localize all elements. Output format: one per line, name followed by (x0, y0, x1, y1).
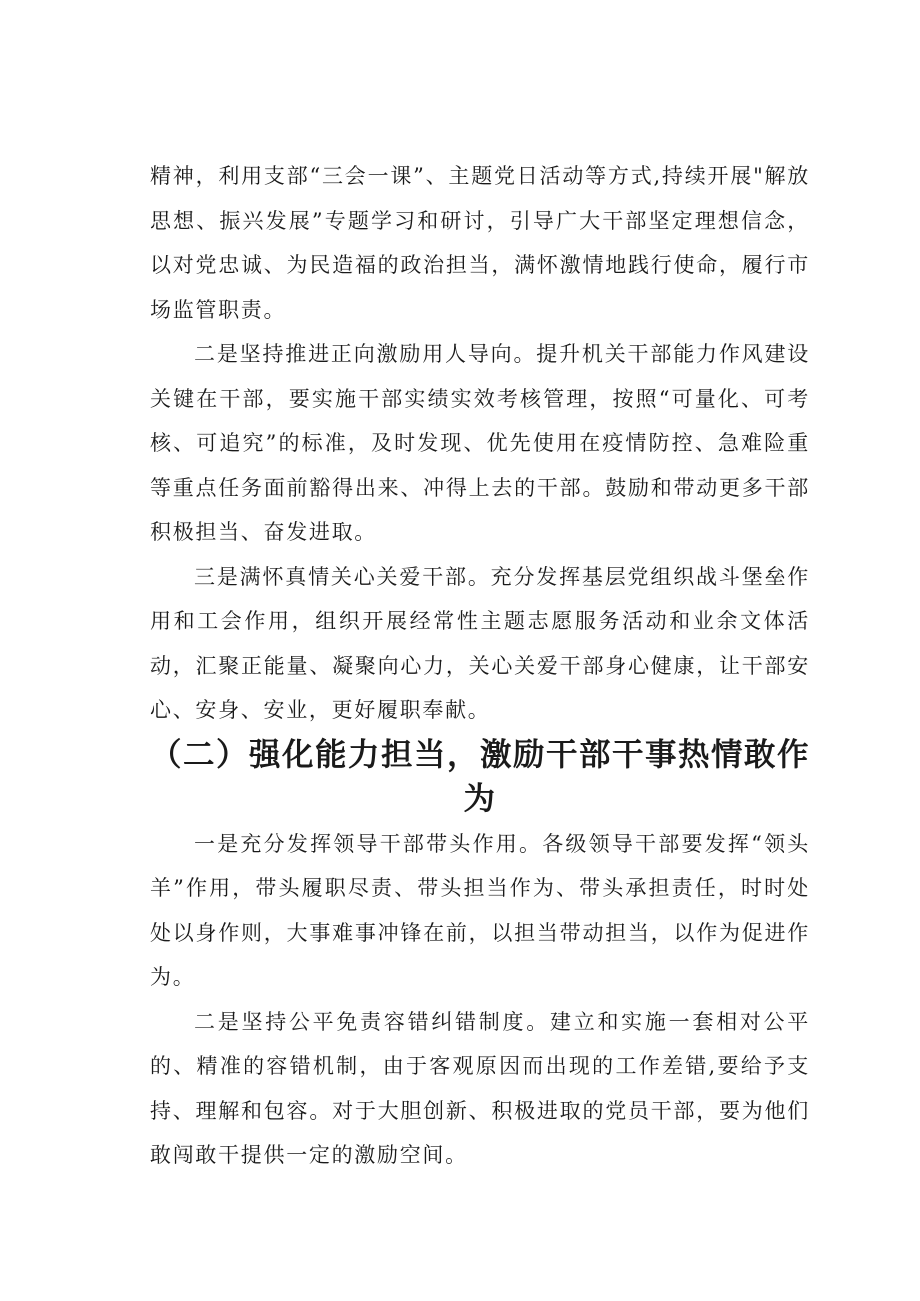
paragraph-point-two: 二是坚持推进正向激励用人导向。提升机关干部能力作风建设关键在干部，要实施干部实绩实效考核管理，按照“可量化、可考核、可追究”的标准，及时发现、优先使用在疫情防控、急难险重等重点任务面前豁得出来、冲得上去的干部。鼓励和带动更多干部积极担当、奋发进取。 (150, 342, 810, 544)
paragraph-section-point-two: 二是坚持公平免责容错纠错制度。建立和实施一套相对公平的、精准的容错机制，由于客观原因而出现的工作差错,要给予支持、理解和包容。对于大胆创新、积极进取的党员干部，要为他们敢闯敢干提供一定的激励空间。 (150, 1009, 810, 1167)
paragraph-point-three: 三是满怀真情关心关爱干部。充分发挥基层党组织战斗堡垒作用和工会作用，组织开展经常性主题志愿服务活动和业余文体活动，汇聚正能量、凝聚向心力，关心关爱干部身心健康，让干部安心、安身、安业，更好履职奉献。 (150, 564, 810, 722)
section-heading: （二）强化能力担当，激励干部干事热情敢作为 (150, 735, 811, 817)
paragraph-section-point-one: 一是充分发挥领导干部带头作用。各级领导干部要发挥“领头羊”作用，带头履职尽责、带头担当作为、带头承担责任，时时处处以身作则，大事难事冲锋在前，以担当带动担当，以作为促进作为。 (150, 831, 810, 989)
paragraph-continuation: 精神，利用支部“三会一课”、主题党日活动等方式,持续开展"解放思想、振兴发展”专题学习和研讨，引导广大干部坚定理想信念，以对党忠诚、为民造福的政治担当，满怀激情地践行使命，履行市场监管职责。 (150, 164, 810, 322)
document-body (150, 154, 810, 1178)
